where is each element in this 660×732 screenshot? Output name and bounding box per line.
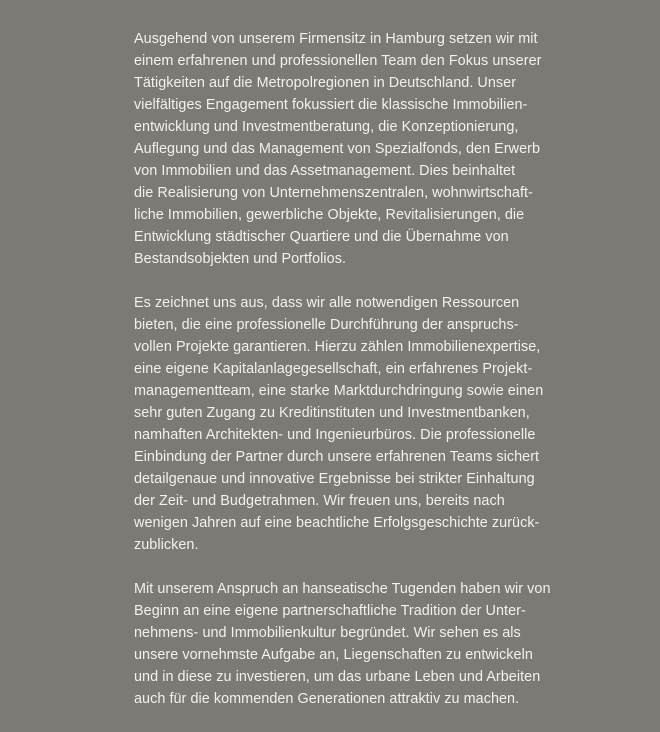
text-line: vollen Projekte garantieren. Hierzu zählen Immobilienexpertise, [134, 339, 541, 355]
text-line: entwicklung und Investmentberatung, die Konzeptionierung, [134, 119, 519, 135]
body-text [134, 28, 584, 732]
text-line: managementteam, eine starke Marktdurchdringung sowie einen [134, 383, 544, 399]
text-line: auch für die kommenden Generationen attraktiv zu machen. [134, 691, 520, 707]
text-line: die Realisierung von Unternehmenszentralen, wohnwirtschaft- [134, 185, 533, 201]
text-line: der Zeit- und Budgetrahmen. Wir freuen uns, bereits nach [134, 493, 505, 509]
text-line: bieten, die eine professionelle Durchführung der anspruchs- [134, 317, 519, 333]
paragraph-resources [134, 292, 584, 556]
text-line: Einbindung der Partner durch unsere erfahrenen Teams sichert [134, 449, 540, 465]
text-line: Mit unserem Anspruch an hanseatische Tugenden haben wir von [134, 581, 551, 597]
text-line: eine eigene Kapitalanlagegesellschaft, ein erfahrenes Projekt- [134, 361, 533, 377]
text-line: einem erfahrenen und professionellen Team den Fokus unserer [134, 53, 542, 69]
text-line: Auflegung und das Management von Spezialfonds, den Erwerb [134, 141, 541, 157]
text-line: vielfältiges Engagement fokussiert die klassische Immobilien- [134, 97, 528, 113]
paragraph-intro [134, 28, 584, 270]
text-line: Ausgehend von unserem Firmensitz in Hamburg setzen wir mit [134, 31, 538, 47]
text-line: wenigen Jahren auf eine beachtliche Erfolgsgeschichte zurück- [134, 515, 540, 531]
text-line: detailgenaue und innovative Ergebnisse bei strikter Einhaltung [134, 471, 535, 487]
text-line: zublicken. [134, 537, 199, 553]
text-line: und in diese zu investieren, um das urbane Leben und Arbeiten [134, 669, 541, 685]
text-line: sehr guten Zugang zu Kreditinstituten und Investmentbanken, [134, 405, 530, 421]
text-line: nehmens- und Immobilienkultur begründet. Wir sehen es als [134, 625, 521, 641]
text-line: Es zeichnet uns aus, dass wir alle notwendigen Ressourcen [134, 295, 520, 311]
text-line: Beginn an eine eigene partnerschaftliche Tradition der Unter- [134, 603, 526, 619]
text-line: Bestandsobjekten und Portfolios. [134, 251, 346, 267]
text-line: liche Immobilien, gewerbliche Objekte, Revitalisierungen, die [134, 207, 525, 223]
text-line: namhaften Architekten- und Ingenieurbüros. Die professionelle [134, 427, 536, 443]
paragraph-tradition [134, 578, 584, 710]
text-line: von Immobilien und das Assetmanagement. Dies beinhaltet [134, 163, 516, 179]
text-line: Entwicklung städtischer Quartiere und die Übernahme von [134, 229, 509, 245]
text-line: unsere vornehmste Aufgabe an, Liegenschaften zu entwickeln [134, 647, 533, 663]
text-line: Tätigkeiten auf die Metropolregionen in Deutschland. Unser [134, 75, 517, 91]
